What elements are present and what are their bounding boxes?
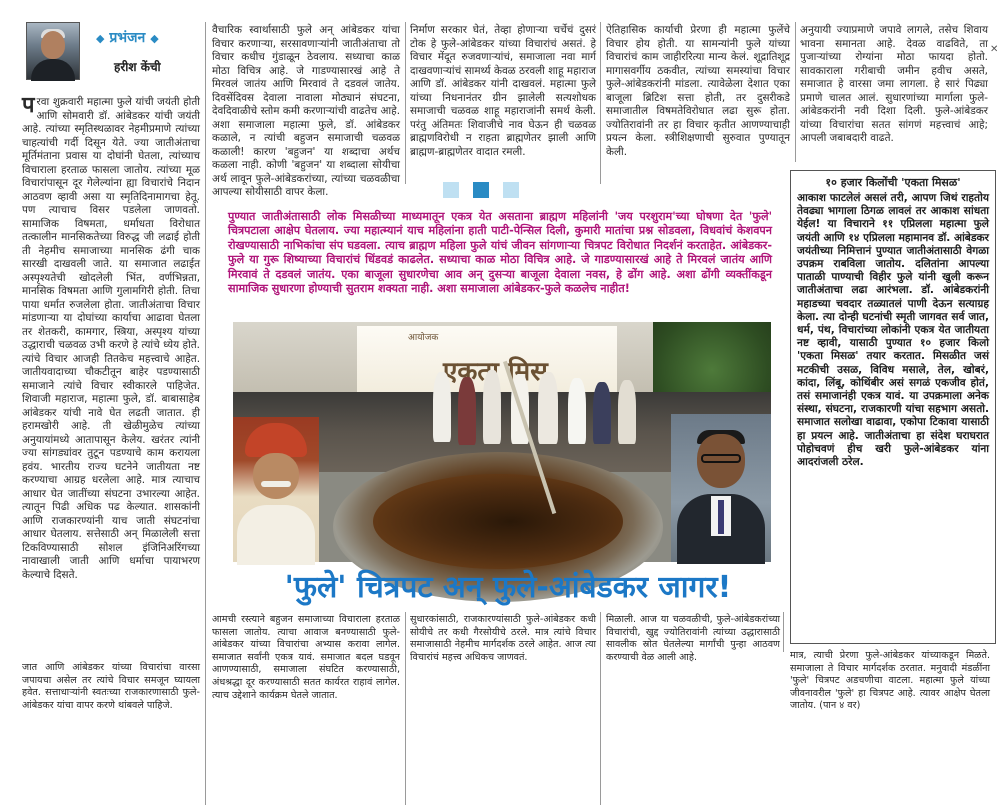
column-name-label: प्रभंजन [109, 30, 146, 46]
column-name [96, 28, 159, 47]
sidebar-box [790, 170, 996, 644]
article-col5-text: अनुयायी ज्याप्रमाणे जपावे लागले, तसेच शिवाय भावना समानता आहे. देवळ वाढविते, ता पुजाऱ्यांच्या रोग्यांना मोठा फायदा होतो. सावकाराला गरीबाची जमीन हवीच असते, समाजात हे वारसा जमा लागला. हे सारं पिढ्या प्रमाणे चालत आलं. सुधारणांच्या मार्गाला फुले-आंबेडकरांनी नवी दिशा दिली. फुले-आंबेडकर यांच्या विचारांचा सतत सांगणं महत्त्वाचं आहे; आपली जबाबदारी वाढते. [800, 24, 988, 144]
dropcap: प [22, 93, 35, 118]
bottom-column-3 [410, 614, 596, 806]
article-column-1-bottom [22, 662, 200, 802]
column-rule [600, 22, 601, 184]
bottom-col2-text: आमची रस्त्याने बहुजन समाजाच्या विचाराला हरताळ फासला जातोय. त्याचा आवाज बनण्यासाठी फुले-आंबेडकर यांच्या विचारांचा अभ्यास करावा लागेल. समाजात सर्वांनी एकत्र यावं. समाजात बदल घडवून आणण्यासाठी, समाजाला संघटित करण्यासाठी, अंधश्रद्धा दूर करण्यासाठी सतत कार्यरत राहावं लागेल. त्याच उद्देशाने कार्यक्रम घेतले जातात. [212, 614, 400, 701]
bottom-column-4 [606, 614, 780, 806]
article-column-1 [22, 93, 200, 656]
edge-mark-icon: ✕ [990, 44, 999, 55]
article-col3-text: निर्माण सरकार घेतं, तेव्हा होणाऱ्या चर्चेचं दुसरं टोक हे फुले-आंबेडकर यांच्या विचारांचं असतं. हे विचार मेंदूत रुजवणाऱ्यांचं, समाजाला नवा मार्ग दाखवणाऱ्यांचं सामर्थ्य केवळ ठरवली शाहू महाराज आणि डॉ. आंबेडकर यांनी दाखवलं. महात्मा फुले यांच्या निधनानंतर ग्रीन झालेली सत्यशोधक समाजाची चळवळ शाहू महाराजांनी समर्थ केली. परंतु अंतिमतः शिवाजीचे नाव घेऊन ही चळवळ ब्राह्मणविरोधी न राहता ब्राह्मणेतर झाली आणि ब्राह्मण-ब्राह्मणेतर वादात रमली. [410, 24, 596, 158]
article-col4-text: ऐतिहासिक कार्याची प्रेरणा ही महात्मा फुलेंचे विचार होय होती. या सामन्यांनी फुले यांच्या विचारांचं काम जाहीररित्या मान्य केलं. शूद्रातिशूद्र मागासवर्गीय ठकवीत, त्यांच्या समस्यांचा विचार फुले-आंबेडकरांनी मांडला. त्यावेळेला देशात एका बाजूला ब्रिटिश सत्ता होती, तर दुसरीकडे समाजातील विषमतेविरोधात लढा सुरू होता. ज्योतिरावांनी तर हा विचार कृतीत आणण्याचाही प्रयत्न केला. स्त्रीशिक्षणाची सुरुवात पुण्यातून केली. [606, 24, 790, 158]
bottom-col3-text: सुधारकांसाठी, राजकारण्यांसाठी फुले-आंबेडकर कधी सोयीचे तर कधी गैरसोयीचे ठरले. मात्र त्यांचे विचार समाजासाठी नेहमीच मार्गदर्शक ठरले आहेत. आज त्या विचारांचं महत्त्व अधिकच जाणवतं. [410, 614, 596, 663]
column-rule [405, 612, 406, 805]
bottom-column-2 [212, 614, 400, 806]
portrait-phule [233, 417, 319, 562]
column-rule [600, 612, 601, 805]
banner-top-text: आयोजक [408, 333, 439, 343]
author-name: हरीश केंची [114, 60, 161, 74]
bottom-column-5 [790, 650, 990, 806]
pull-quote: पुण्यात जातीअंतासाठी लोक मिसळीच्या माध्यमातून एकत्र येत असताना ब्राह्मण महिलांनी 'जय परशुराम'च्या घोषणा देत 'फुले' चित्रपटाला आक्षेप घेतलाय. ज्या महात्म्यानं याच महिलांना हाती पाटी-पेन्सिल दिली, कुमारी मातांचा प्रश्न सोडवला, विधवांचं केशवपन रोखण्यासाठी नाभिकांचा संप घडवला. त्याच ब्राह्मण महिला फुले यांचं जीवन सांगणाऱ्या चित्रपट विरोधात निदर्शनं करताहेत. आंबेडकर-फुले या गुरू शिष्याच्या विचारांचं धिंडवडं काढलेत. सध्याचा काळ मोठा विचित्र आहे. जे गाडण्यासारखं आहे ते मिरवलं जातंय आणि मिरवावं ते दडवलं जातंय. एका बाजूला सुधारणेचा आव अन् दुसऱ्या बाजूला देवाला नवस, हे ढोंग आहे. अशा ढोंगी व्यक्तींकडून सामाजिक सुधारणा होण्याची सुतराम शक्यता नाही. अशा समाजाला आंबेडकर-फुले कळलेच नाहीत! [228, 210, 772, 296]
sidebar-body: आकाश फाटलेलं असलं तरी, आपण जिथं राहतोय तेवढ्या भागाला ठिगळ लावलं तर आकाश सांधता येईल! या विचाराने ११ एप्रिलला महात्मा फुले जयंती आणि १४ एप्रिलला महामानव डॉ. आंबेडकर जयंतीच्या निमित्तानं पुण्यात जातीअंतासाठी वेगळा उपक्रम राबविला जातोय. दलितांना आपल्या पाताळी पाण्याची विहीर फुले यांनी खुली करून जातीअंताचा लढा आरंभला. डॉ. आंबेडकरांनी महाडच्या चवदार तळ्यातलं पाणी देऊन सत्याग्रह केला. त्या दोन्ही घटनांची स्मृती जागवत सर्व जात, धर्म, पंथ, विचारांच्या लोकांनी एकत्र येत जातीयता नष्ट व्हावी, यासाठी पुण्यात १० हजार किलो 'एकता मिसळ' तयार करतात. मिसळीत जसं मटकीची उसळ, विविध मसाले, तेल, खोबरं, कांदा, लिंबू, कोथिंबीर असं सगळं एकजीव होतं, तसं समाजानंही एकत्र यावं. या उपक्रमाला अनेक संस्था, संघटना, राजकारणी यांचा सहभाग असतो. समाजात सलोखा वाढावा, एकोपा टिकावा यासाठी हा प्रयत्न आहे. जातीअंताचा हा संदेश घराघरात पोहोचवणं हीच खरी फुले-आंबेडकर यांना आदरांजली ठरेल. [797, 192, 989, 469]
article-col1-bottom-text: जात आणि आंबेडकर यांच्या विचारांचा वारसा जपायचा असेल तर त्यांचे विचार समजून घ्यायला हवेत. सत्ताधाऱ्यांनी स्वतःच्या राजकारणासाठी फुले-आंबेडकर यांचा वापर करणे थांबवले पाहिजे. [22, 662, 200, 711]
column-rule [795, 22, 796, 162]
decorative-squares [443, 182, 523, 200]
column-rule [205, 22, 206, 805]
headline: 'फुले' चित्रपट अन् फुले-आंबेडकर जागर! [284, 570, 732, 605]
bottom-col5-text: मात्र, त्याची प्रेरणा फुले-आंबेडकर यांच्याकडून मिळते. समाजाला ते विचार मार्गदर्शक ठरतात. मनुवादी मंडळींना 'फुले' चित्रपट अडचणीचा वाटला. महात्मा फुले यांच्या जीवनावरील 'फुले' हा चित्रपट आहे. त्यावर आक्षेप घेतला जातोय. (पान ४ वर) [790, 650, 990, 712]
sidebar-title: १० हजार किलोंची 'एकता मिसळ' [825, 176, 961, 189]
author-box [26, 22, 196, 84]
article-column-4 [606, 24, 790, 180]
article-col2-text: वैचारिक स्वार्थासाठी फुले अन् आंबेडकर यांचा विचार करणाऱ्या, सरसावणाऱ्यांनी जातीअंताचा तो विचार कधीच गुंडाळून ठेवलाय. सध्याचा काळ मोठा विचित्र आहे. जे गाडण्यासारखं आहे ते मिरवलं जातंय आणि मिरवावं ते दडवलं जातेय. दिवसेंदिवस देवाला नावाला मोठ्यानं संघटना, देवदिवाळीचे स्तोम कमी करणाऱ्यांची वाढतेच आहे. अशा समाजाला महात्मा फुले, डॉ. आंबेडकर कळाले, न त्यांची बहुजन समाजाची चळवळ कळाली! कारण 'बहुजन' या शब्दाचा अर्थच कळला नाही. कोणी 'बहुजन' या शब्दाला सोयीचा अर्थ लावून फुले-आंबेडकरांच्या, त्यांच्या चळवळीचा आपल्या सोयीसाठी वापर केला. [212, 24, 400, 198]
column-rule [405, 22, 406, 184]
author-photo [26, 22, 80, 80]
article-column-2 [212, 24, 400, 198]
article-col1-text: रवा शुक्रवारी महात्मा फुले यांची जयंती होती आणि सोमवारी डॉ. आंबेडकर यांची जयंती आहे. त्यांच्या स्मृतिस्थळावर नेहमीप्रमाणे त्यांच्या चाहत्यांची गर्दी दिसून येते. ज्या जातीअंताचा मूर्तिमंताना प्रवास या दोघांनी घेतला, त्यांच्याच विचाराला हरताळ फासला जातोय. त्यांच्या मूळ विचारांपासून दूर गेलेल्यांना ह्या विचारांचे निदान आठवण व्हावी असा या स्मृतिदिनामागचा हेतू. पण त्याचाच विसर पडलेला जाणवतो. सामाजिक विषमता, धर्माधता विरोधात तत्कालीन मानसिकतेच्या विरुद्ध जी लढाई होती ती नेहमीच समाजाच्या मानसिक ढंगी चाक सारखी दाखवली जाते. या समाजात लढाईत अस्पृश्यतेची खोदलेली भिंत, वर्णभिन्नता, मानसिक विषमता आणि गुलामगिरी होती. तिचा पाया धर्मात रुजलेला होता. जातीअंताचा विचार मांडणाऱ्या या दोघांच्या कार्याचा आढावा घेतला तर शेतकरी, कामगार, स्त्रिया, अस्पृश्य यांच्या उद्धाराची चळवळ उभी करणे हे त्यांचे ध्येय होते. त्यांचे विचार आजही तितकेच महत्त्वाचे आहेत. जातीयवादाच्या चौकटीतून बाहेर पडण्यासाठी समाजाने त्यांचे विचार स्वीकारले पाहिजेत. शिवाजी महाराज, महात्मा फुले, डॉ. बाबासाहेब आंबेडकर यांची नावे घेत लढती जातात. ही हरामखोरी आहे. ती खेळीमुळेच त्यांच्या अनुयायांमध्ये आतापासून केलेय. खरंतर त्यांनी ज्या सांगड्यांवर तुटून पडण्याचे काम करायला हवंय. भारतीय राज्य घटनेने जातीयता नष्ट करण्याचा आग्रह धरलेला आहे. मात्र त्याचाच आधार घेत जातींच्या संघटना उभारल्या आहेत. त्यातून पिढी अधिक पढ केल्यात. शासकांनी आणि राजकारण्यांनी याच जाती संघटनांचा आधार घेतलाय. सत्तेसाठी अन् मिळालेली सत्ता टिकविण्यासाठी सोशल इंजिनिअरिंगच्या नावाखाली जाती आणि धर्माचा पायाभरण केल्याचे दिसते. [22, 96, 200, 581]
diamond-icon: ◆ [96, 32, 105, 45]
column-rule [783, 612, 784, 652]
bottom-col4-text: मिळाली. आज या चळवळीची, फुले-आंबेडकरांच्या विचारांची, खुद्द ज्योतिरावांनी त्यांच्या उद्धारासाठी सावलीक स्रोत घेतलेल्या मार्गांची पुन्हा आठवण करण्याची वेळ आली आहे. [606, 614, 780, 663]
banner-title: एकता मिस [443, 357, 548, 387]
article-column-5 [800, 24, 988, 164]
article-column-3 [410, 24, 596, 180]
portrait-ambedkar [671, 414, 771, 562]
event-photo [233, 322, 771, 562]
diamond-icon: ◆ [150, 32, 159, 45]
